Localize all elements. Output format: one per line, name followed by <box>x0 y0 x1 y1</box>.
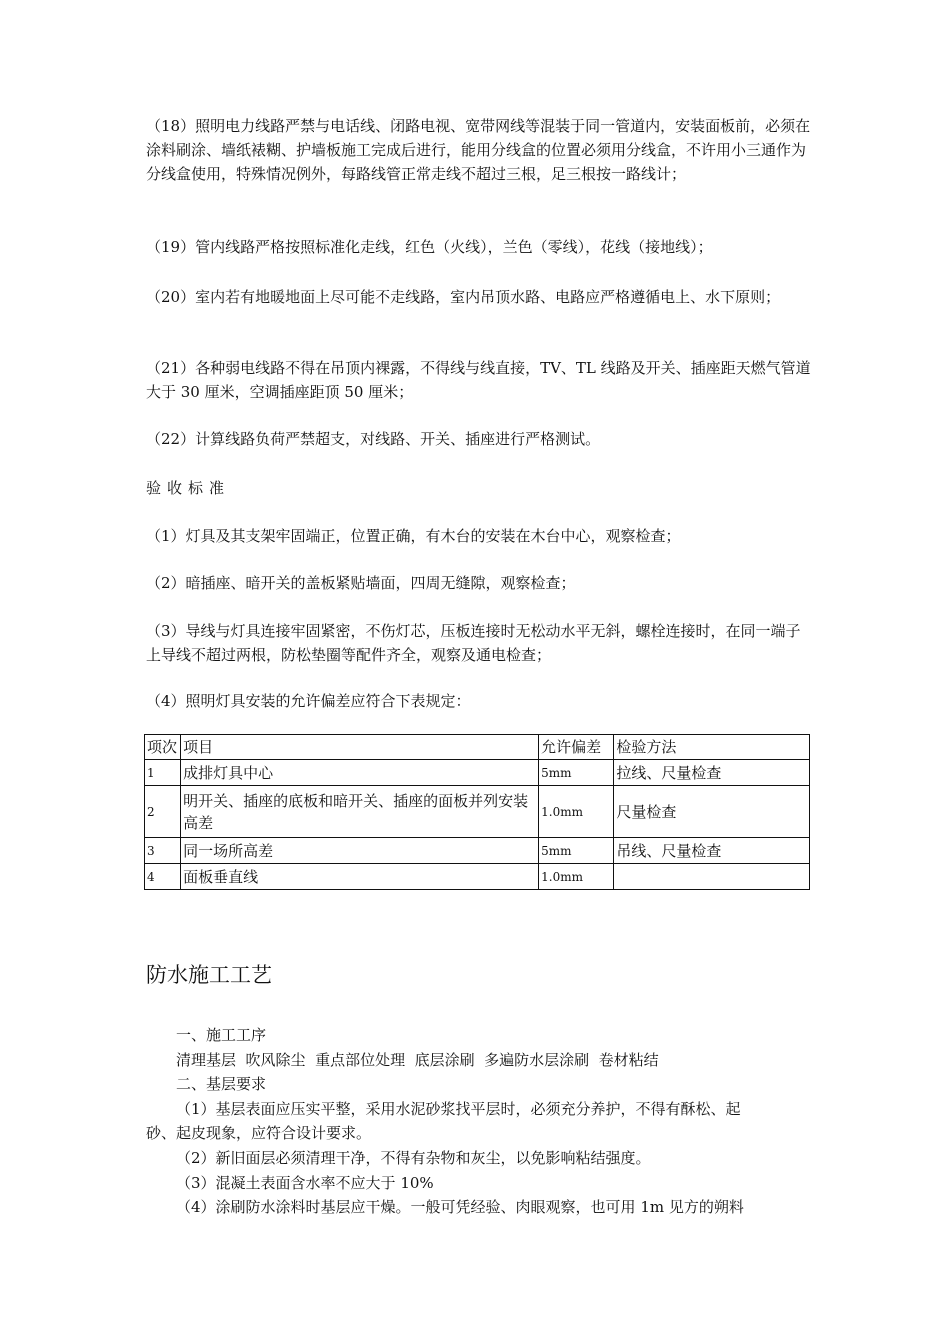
requirement-3: （3）混凝土表面含水率不应大于 10% <box>176 1174 434 1192</box>
rule-20: （20）室内若有地暖地面上尽可能不走线路，室内吊顶水路、电路应严格遵循电上、水下原则； <box>146 288 781 306</box>
requirement-4: （4）涂刷防水涂料时基层应干燥。一般可凭经验、肉眼观察，也可用 1m 见方的朔料 <box>176 1198 744 1216</box>
table-row <box>145 838 810 864</box>
table-cell: 5mm <box>539 760 614 786</box>
waterproof-title: 防水施工工艺 <box>146 963 272 987</box>
table-cell: 明开关、插座的底板和暗开关、插座的面板并列安装高差 <box>181 786 539 838</box>
requirement-2: （2）新旧面层必须清理干净，不得有杂物和灰尘，以免影响粘结强度。 <box>176 1149 651 1167</box>
table-row <box>145 786 810 838</box>
acceptance-heading: 验收标准 <box>146 479 231 497</box>
table-header-row <box>145 735 810 760</box>
table-row <box>145 864 810 890</box>
requirement-1-line-2: 砂、起皮现象，应符合设计要求。 <box>146 1124 372 1142</box>
rule-18: （18）照明电力线路严禁与电话线、闭路电视、宽带网线等混装于同一管道内，安装面板前，必须在涂料刷涂、墙纸裱糊、护墙板施工完成后进行，能用分线盒的位置必须用分线盒，不许用小三通作为分线盒使用，特殊情况例外，每路线管正常走线不超过三根，足三根按一路线计； <box>146 117 811 183</box>
table-row <box>145 760 810 786</box>
requirement-1-line-1: （1）基层表面应压实平整，采用水泥砂浆找平层时，必须充分养护，不得有酥松、起 <box>176 1100 741 1118</box>
tolerance-table <box>144 734 810 890</box>
section-1-title: 一、施工工序 <box>176 1026 267 1044</box>
table-cell <box>614 864 810 890</box>
rule-22: （22）计算线路负荷严禁超支，对线路、开关、插座进行严格测试。 <box>146 430 601 448</box>
acceptance-item-1: （1）灯具及其支架牢固端正，位置正确，有木台的安装在木台中心，观察检查； <box>146 527 681 545</box>
table-cell: 2 <box>145 786 181 838</box>
table-cell: 1.0mm <box>539 786 614 838</box>
rule-19: （19）管内线路严格按照标准化走线，红色（火线），兰色（零线），花线（接地线）； <box>146 238 713 256</box>
table-cell: 5mm <box>539 838 614 864</box>
table-cell: 吊线、尺量检查 <box>614 838 810 864</box>
table-cell: 4 <box>145 864 181 890</box>
table-cell: 面板垂直线 <box>181 864 539 890</box>
table-cell: 3 <box>145 838 181 864</box>
table-cell: 1 <box>145 760 181 786</box>
table-cell: 1.0mm <box>539 864 614 890</box>
acceptance-item-4: （4）照明灯具安装的允许偏差应符合下表规定： <box>146 692 471 710</box>
table-cell: 拉线、尺量检查 <box>614 760 810 786</box>
acceptance-item-2: （2）暗插座、暗开关的盖板紧贴墙面，四周无缝隙，观察检查； <box>146 574 576 592</box>
table-header-cell: 项目 <box>181 735 539 760</box>
acceptance-item-3: （3）导线与灯具连接牢固紧密，不伤灯芯，压板连接时无松动水平无斜，螺栓连接时，在同一端子上导线不超过两根，防松垫圈等配件齐全，观察及通电检查； <box>146 622 801 664</box>
table-cell: 尺量检查 <box>614 786 810 838</box>
section-2-title: 二、基层要求 <box>176 1075 267 1093</box>
table-cell: 成排灯具中心 <box>181 760 539 786</box>
table-header-cell: 检验方法 <box>614 735 810 760</box>
table-cell: 同一场所高差 <box>181 838 539 864</box>
table-header-cell: 项次 <box>145 735 181 760</box>
rule-21: （21）各种弱电线路不得在吊顶内裸露，不得线与线直接，TV、TL 线路及开关、插座距天燃气管道大于 30 厘米，空调插座距顶 50 厘米； <box>146 359 811 401</box>
process-steps: 清理基层 吹风除尘 重点部位处理 底层涂刷 多遍防水层涂刷 卷材粘结 <box>176 1051 659 1069</box>
table-header-cell: 允许偏差 <box>539 735 614 760</box>
